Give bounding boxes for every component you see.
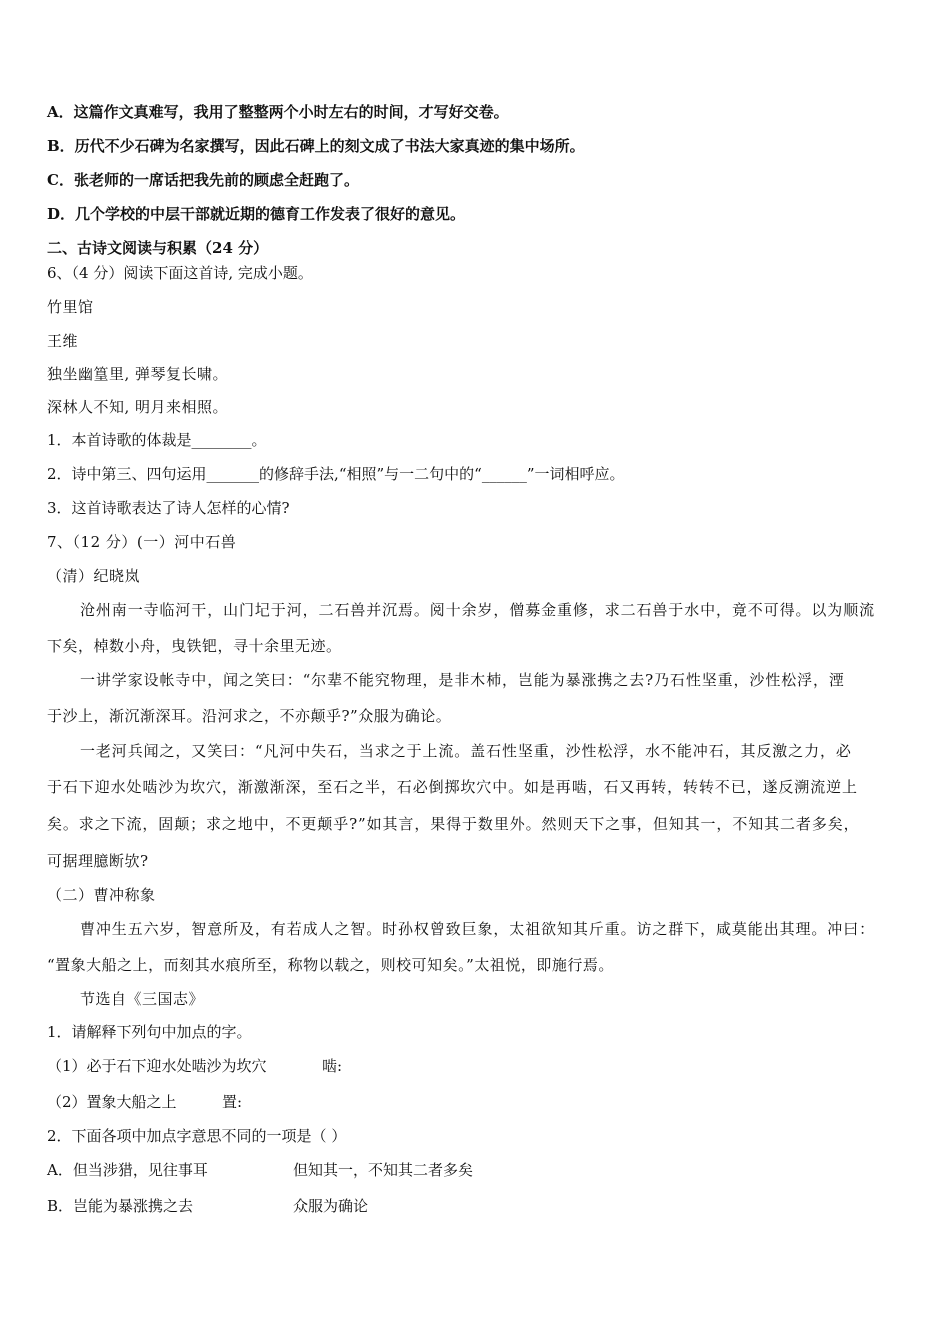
q6-sub-1: 1．本首诗歌的体裁是________。 bbox=[47, 431, 267, 449]
passage-4-line-2: “置象大船之上，而刻其水痕所至，称物以载之，则校可知矣。”太祖悦，即施行焉。 bbox=[47, 956, 614, 974]
poem-title: 竹里馆 bbox=[47, 298, 94, 316]
passage-4-line-1: 曹冲生五六岁，智意所及，有若成人之智。时孙权曾致巨象，太祖欲知其斤重。访之群下，咸莫能出其理。冲曰： bbox=[80, 920, 876, 938]
passage-2-line-1: 一讲学家设帐寺中，闻之笑曰：“尔辈不能究物理，是非木杮，岂能为暴涨携之去?乃石性坚重，沙性松浮，湮 bbox=[80, 671, 845, 689]
q7-sub-1: 1．请解释下列句中加点的字。 bbox=[47, 1023, 252, 1041]
q7-option-a-right: 但知其一，不知其二者多矣 bbox=[293, 1161, 474, 1179]
option-b-q5: B．历代不少石碑为名家撰写，因此石碑上的刻文成了书法大家真迹的集中场所。 bbox=[47, 137, 585, 155]
q6-sub-2: 2．诗中第三、四句运用_______的修辞手法,“相照”与一二句中的“______”一词相呼应。 bbox=[47, 465, 625, 483]
passage-3-line-2: 于石下迎水处啮沙为坎穴，渐激渐深，至石之半，石必倒掷坎穴中。如是再啮，石又再转，转转不已，遂反溯流逆上 bbox=[47, 778, 858, 796]
q6-sub-3: 3．这首诗歌表达了诗人怎样的心情? bbox=[47, 499, 290, 517]
option-a-q5: A．这篇作文真难写，我用了整整两个小时左右的时间，才写好交卷。 bbox=[47, 103, 509, 121]
q7-intro: 7、（12 分）(一）河中石兽 bbox=[47, 533, 237, 551]
passage-1-line-1: 沧州南一寺临河干，山门圮于河，二石兽并沉焉。阅十余岁，僧募金重修，求二石兽于水中，竟不可得。以为顺流 bbox=[80, 601, 876, 619]
passage-2-line-2: 于沙上，渐沉渐深耳。沿河求之，不亦颠乎?”众服为确论。 bbox=[47, 707, 452, 725]
q7-sub-1-a: （1）必于石下迎水处啮沙为坎穴 bbox=[47, 1057, 267, 1075]
q7-sub-2: 2．下面各项中加点字意思不同的一项是（ ） bbox=[47, 1127, 347, 1145]
passage-source: 节选自《三国志》 bbox=[80, 990, 205, 1008]
q7-sub-1-a-answer: 啮: bbox=[322, 1057, 343, 1075]
option-c-q5: C．张老师的一席话把我先前的顾虑全赶跑了。 bbox=[47, 171, 359, 189]
passage-3-line-3: 矣。求之下流，固颠；求之地中，不更颠乎?”如其言，果得于数里外。然则天下之事，但知其一，不知其二者多矣， bbox=[47, 815, 860, 833]
q7-author: （清）纪晓岚 bbox=[47, 567, 141, 585]
poem-author: 王维 bbox=[47, 332, 79, 350]
passage-1-line-2: 下矣，棹数小舟，曳铁钯，寻十余里无迹。 bbox=[47, 637, 342, 655]
q7-sub-1-b-answer: 置: bbox=[222, 1093, 243, 1111]
passage-3-line-4: 可据理臆断欤? bbox=[47, 852, 149, 870]
q7-option-a-left: A．但当涉猎，见往事耳 bbox=[47, 1161, 208, 1179]
q7-option-b-left: B．岂能为暴涨携之去 bbox=[47, 1197, 194, 1215]
passage-2-title: （二）曹冲称象 bbox=[47, 886, 156, 904]
option-d-q5: D．几个学校的中层干部就近期的德育工作发表了很好的意见。 bbox=[47, 205, 466, 223]
q7-sub-1-b: （2）置象大船之上 bbox=[47, 1093, 177, 1111]
q6-intro: 6、（4 分）阅读下面这首诗, 完成小题。 bbox=[47, 264, 313, 282]
passage-3-line-1: 一老河兵闻之，又笑曰：“凡河中失石，当求之于上流。盖石性坚重，沙性松浮，水不能冲石，其反激之力，必 bbox=[80, 742, 852, 760]
section-title: 二、古诗文阅读与积累（24 分） bbox=[47, 239, 269, 257]
q7-option-b-right: 众服为确论 bbox=[293, 1197, 369, 1215]
poem-line-1: 独坐幽篁里, 弹琴复长啸。 bbox=[47, 365, 229, 383]
poem-line-2: 深林人不知, 明月来相照。 bbox=[47, 398, 229, 416]
